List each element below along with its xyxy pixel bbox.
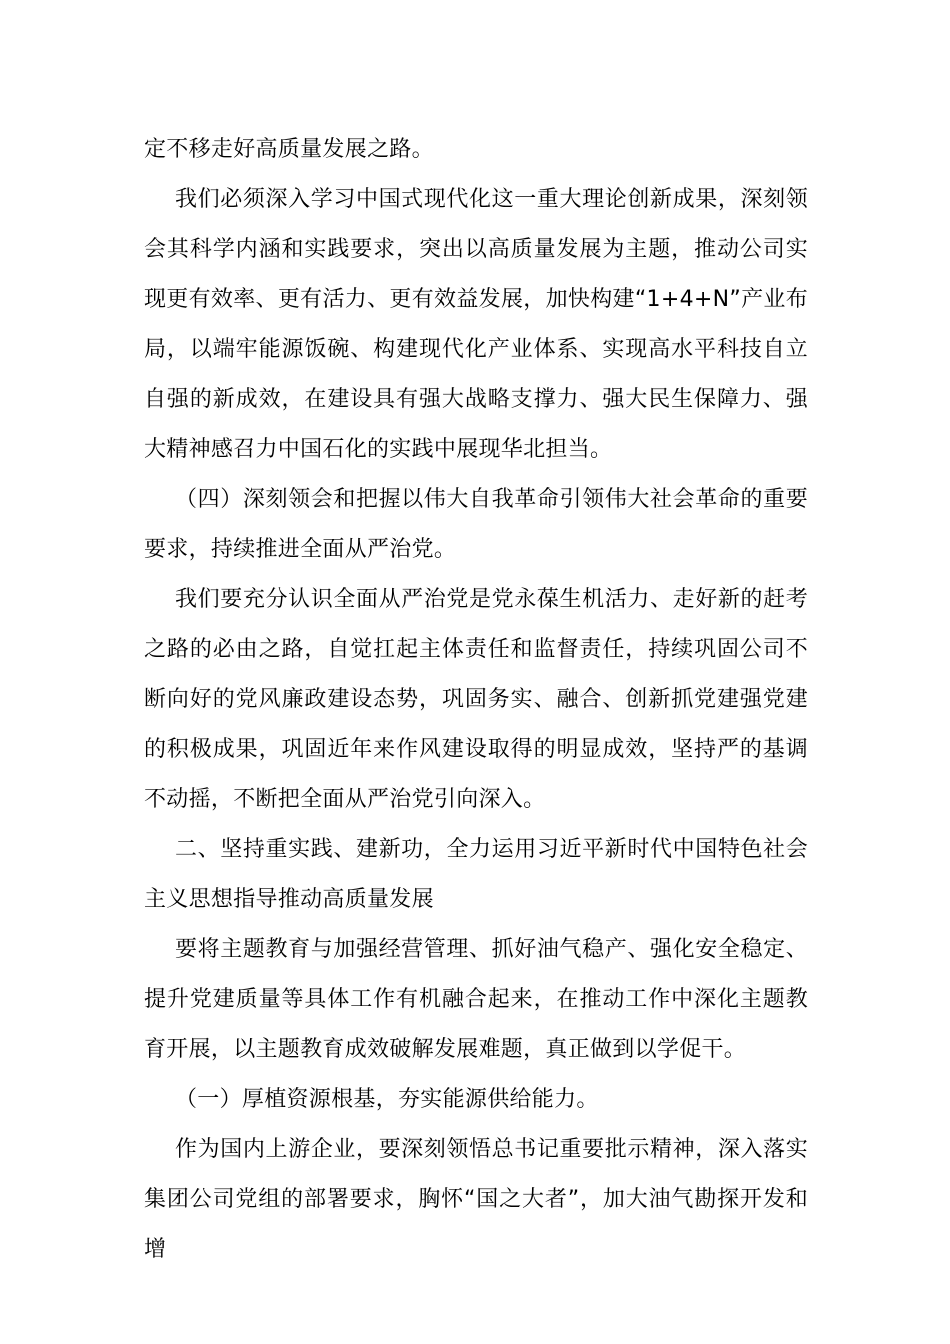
subheading-one: （一）厚植资源根基，夯实能源供给能力。 xyxy=(175,1087,599,1112)
paragraph-continuation: 定不移走好高质量发展之路。 xyxy=(144,137,434,162)
subheading-four: （四）深刻领会和把握以伟大自我革命引领伟大社会革命的重要要求，持续推进全面从严治党。 xyxy=(144,487,808,562)
paragraph-upstream-enterprise: 作为国内上游企业，要深刻领悟总书记重要批示精神，深入落实集团公司党组的部署要求，胸怀“国之大者”，加大油气勘探开发和增 xyxy=(144,1137,808,1262)
paragraph-modernization: 我们必须深入学习中国式现代化这一重大理论创新成果，深刻领会其科学内涵和实践要求，突出以高质量发展为主题，推动公司实现更有效率、更有活力、更有效益发展，加快构建“1+4+N”产业布局，以端牢能源饭碗、构建现代化产业体系、实现高水平科技自立自强的新成效，在建设具有强大战略支撑力、强大民生保障力、强大精神感召力中国石化的实践中展现华北担当。 xyxy=(144,187,808,462)
section-heading-two: 二、坚持重实践、建新功，全力运用习近平新时代中国特色社会主义思想指导推动高质量发展 xyxy=(144,837,808,912)
paragraph-theme-education: 要将主题教育与加强经营管理、抓好油气稳产、强化安全稳定、提升党建质量等具体工作有机融合起来，在推动工作中深化主题教育开展，以主题教育成效破解发展难题，真正做到以学促干。 xyxy=(144,937,808,1062)
paragraph-party-governance: 我们要充分认识全面从严治党是党永葆生机活力、走好新的赶考之路的必由之路，自觉扛起主体责任和监督责任，持续巩固公司不断向好的党风廉政建设态势，巩固务实、融合、创新抓党建强党建的积极成果，巩固近年来作风建设取得的明显成效，坚持严的基调不动摇，不断把全面从严治党引向深入。 xyxy=(144,587,808,812)
document-body xyxy=(144,125,808,1275)
